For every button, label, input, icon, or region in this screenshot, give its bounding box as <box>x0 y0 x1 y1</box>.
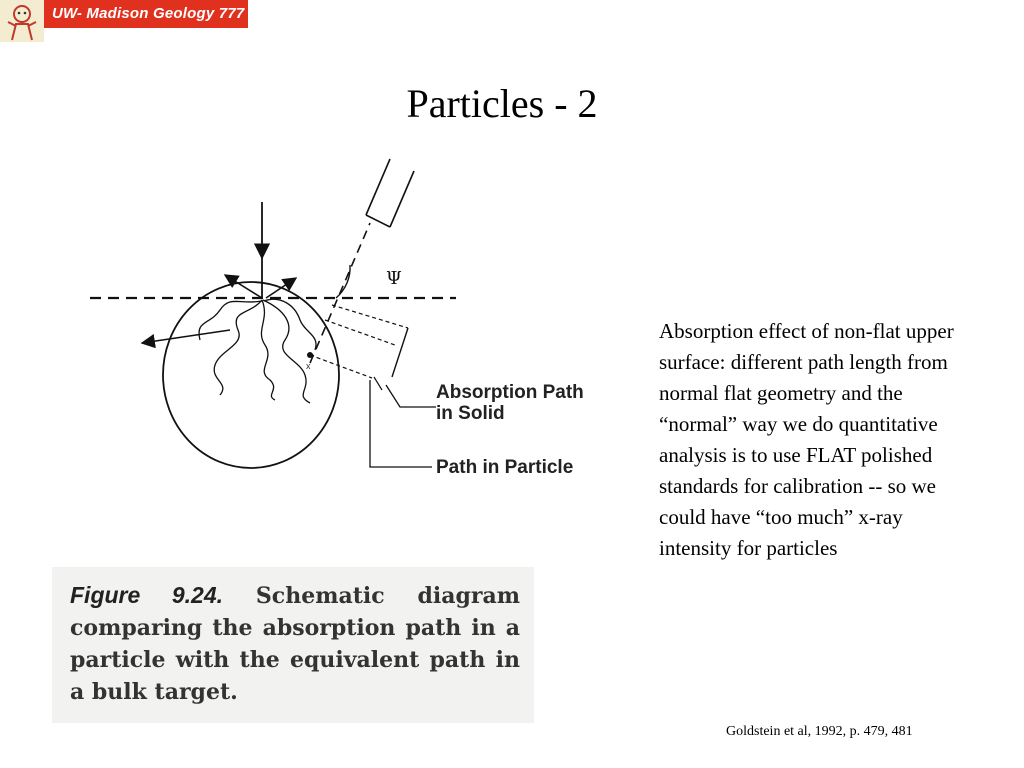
figure-number: Figure 9.24. <box>70 582 224 608</box>
scatter-arrow-right <box>266 278 296 298</box>
label-absorption-line2: in Solid <box>436 403 505 424</box>
absorption-path-solid <box>332 305 408 328</box>
label-absorption-line1: Absorption Path <box>436 382 584 403</box>
course-banner: UW- Madison Geology 777 <box>44 0 248 28</box>
mascot-badge-icon <box>0 0 44 42</box>
psi-symbol: Ψ <box>386 268 402 289</box>
svg-text:x: x <box>306 361 311 371</box>
takeoff-path <box>310 223 370 363</box>
citation: Goldstein et al, 1992, p. 479, 481 <box>726 724 913 739</box>
course-logo <box>0 0 248 42</box>
particle-outline <box>163 282 339 468</box>
electron-trajectories <box>199 299 316 403</box>
figure-caption <box>52 567 534 723</box>
leader-particle <box>370 380 432 467</box>
slide-title: Particles - 2 <box>406 81 598 126</box>
detector-icon <box>366 159 414 227</box>
scatter-arrow-outward <box>142 330 230 343</box>
caption-text: Schematic diagram comparing the absorption path in a particle with the equivalent path in a bulk target. <box>70 583 521 705</box>
scatter-arrow-left <box>225 275 262 298</box>
takeoff-angle-arc <box>336 265 350 298</box>
label-path-in-particle: Path in Particle <box>436 457 574 478</box>
absorption-path-diagram <box>70 145 650 505</box>
explanation-text: Absorption effect of non-flat upper surface: different path length from normal flat geometry and the “normal” way we do quantitative analysis is to use FLAT polished standards for calibration -- so we could have “too much” x-ray intensity for particles <box>659 319 954 560</box>
leader-absorption <box>386 385 436 407</box>
